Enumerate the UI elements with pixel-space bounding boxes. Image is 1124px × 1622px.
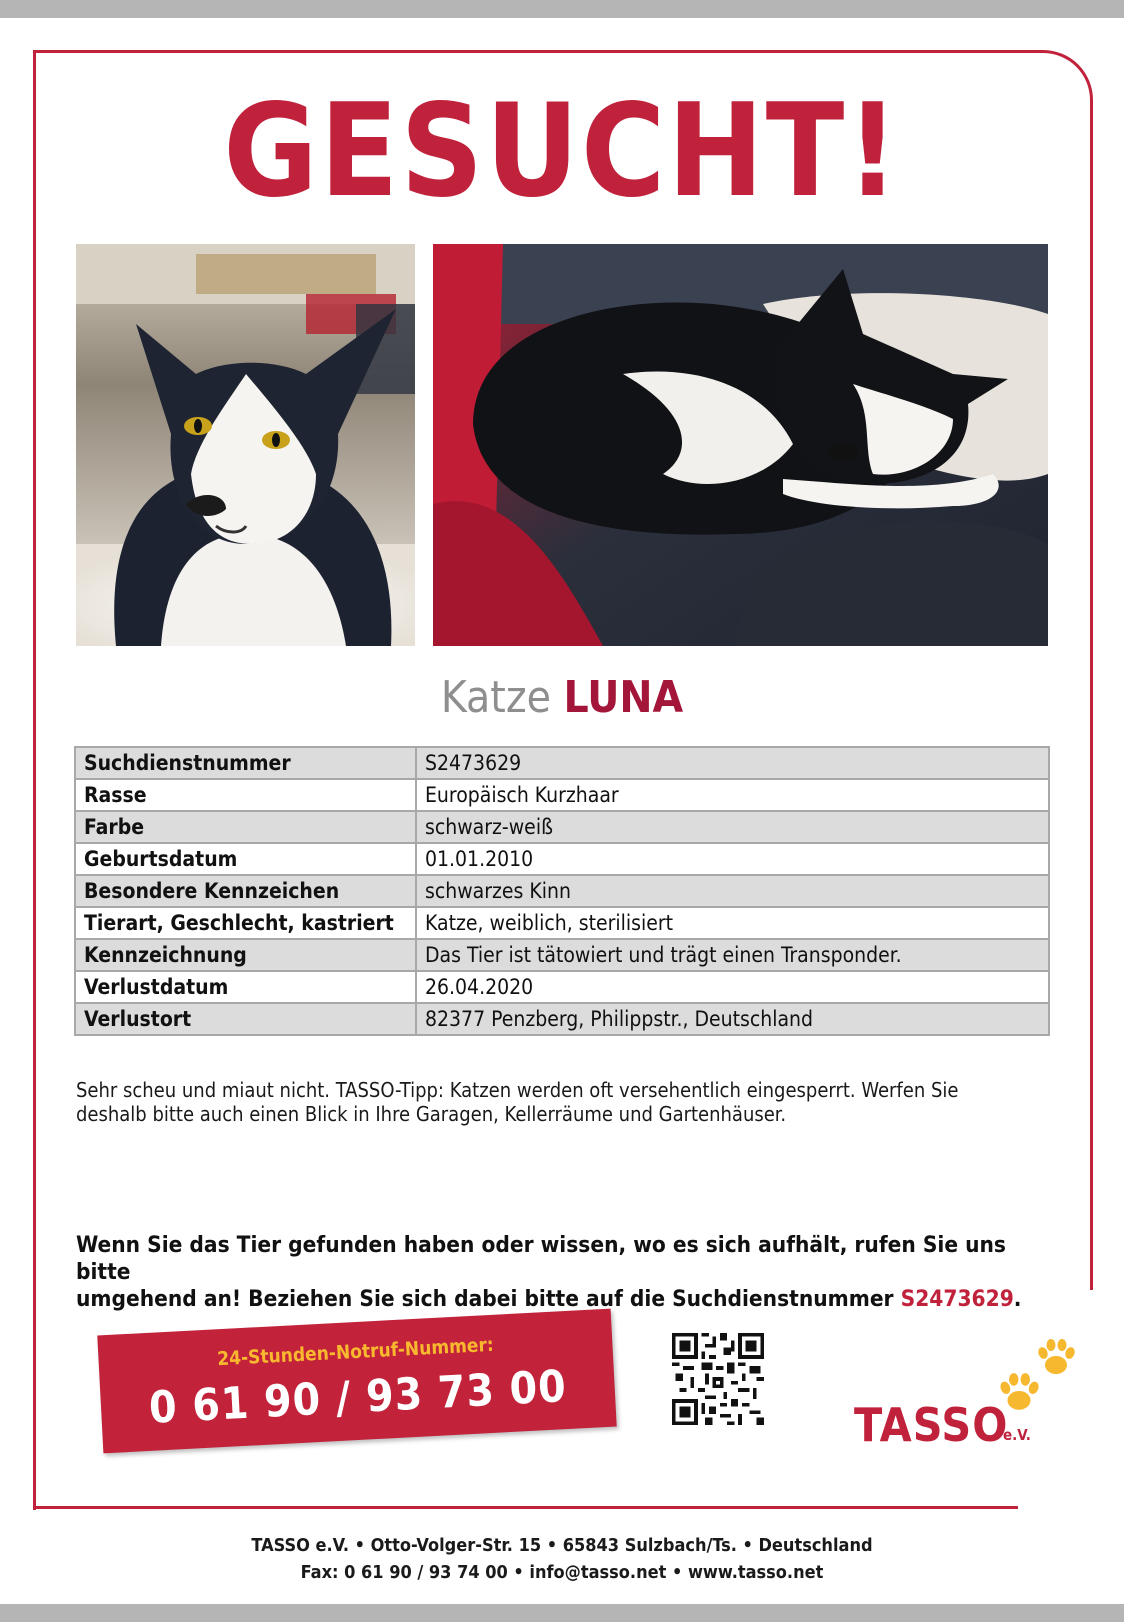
table-row (75, 843, 1049, 875)
qr-code[interactable] (672, 1333, 764, 1425)
fact-label: Verlustort (75, 1003, 416, 1035)
fact-label: Kennzeichnung (75, 939, 416, 971)
footer-address (0, 1532, 1124, 1586)
table-row (75, 971, 1049, 1003)
fact-value: Europäisch Kurzhaar (416, 779, 1049, 811)
appeal-line (76, 1286, 1046, 1313)
table-row (75, 811, 1049, 843)
fact-label: Verlustdatum (75, 971, 416, 1003)
frame-gap (1085, 1290, 1105, 1520)
animal-title (0, 668, 1124, 728)
table-row (75, 1003, 1049, 1035)
fact-value: S2473629 (416, 747, 1049, 779)
fact-label: Rasse (75, 779, 416, 811)
fact-value: Katze, weiblich, sterilisiert (416, 907, 1049, 939)
table-row (75, 939, 1049, 971)
table-row (75, 907, 1049, 939)
tasso-logo: TASSO (854, 1398, 1009, 1452)
appeal-line: Wenn Sie das Tier gefunden haben oder wissen, wo es sich aufhält, rufen Sie uns bitte (76, 1232, 1006, 1285)
appeal-end: . (1013, 1286, 1022, 1312)
contact-appeal (76, 1232, 1046, 1313)
hotline-number[interactable]: 0 61 90 / 93 73 00 (147, 1361, 568, 1434)
footer-line[interactable]: Fax: 0 61 90 / 93 74 00 • info@tasso.net • www.tasso.net (300, 1562, 824, 1583)
poster-frame-bottom-rule (33, 1506, 1018, 1509)
fact-label: Farbe (75, 811, 416, 843)
description-note (76, 1078, 1036, 1126)
fact-value: 82377 Penzberg, Philippstr., Deutschland (416, 1003, 1049, 1035)
fact-label: Suchdienstnummer (75, 747, 416, 779)
fact-label: Besondere Kennzeichen (75, 875, 416, 907)
note-line: deshalb bitte auch einen Blick in Ihre Garagen, Kellerräume und Gartenhäuser. (76, 1102, 787, 1126)
bottom-gray-bar (0, 1604, 1124, 1622)
fact-value: 26.04.2020 (416, 971, 1049, 1003)
fact-label: Geburtsdatum (75, 843, 416, 875)
table-row (75, 779, 1049, 811)
fact-label: Tierart, Geschlecht, kastriert (75, 907, 416, 939)
hotline-label: 24-Stunden-Notruf-Nummer: (216, 1333, 495, 1371)
table-row (75, 747, 1049, 779)
paw-icon (1036, 1336, 1076, 1378)
footer-line: TASSO e.V. • Otto-Volger-Str. 15 • 65843 Sulzbach/Ts. • Deutschland (251, 1535, 873, 1556)
appeal-text: umgehend an! Beziehen Sie sich dabei bitte auf die Suchdienstnummer (76, 1286, 894, 1312)
fact-value: Das Tier ist tätowiert und trägt einen Transponder. (416, 939, 1049, 971)
search-reference-number: S2473629 (900, 1286, 1014, 1312)
note-line: Sehr scheu und miaut nicht. TASSO-Tipp: Katzen werden oft versehentlich eingesperrt. Werfen Sie (76, 1078, 959, 1102)
fact-value: schwarzes Kinn (416, 875, 1049, 907)
headline: GESUCHT! (223, 77, 901, 226)
cat-portrait-photo (76, 244, 415, 646)
tasso-logo-suffix: e.V. (1003, 1426, 1031, 1444)
animal-name: LUNA (563, 672, 684, 723)
cat-sleeping-photo (433, 244, 1048, 646)
fact-value: schwarz-weiß (416, 811, 1049, 843)
fact-value: 01.01.2010 (416, 843, 1049, 875)
top-gray-bar (0, 0, 1124, 18)
animal-species: Katze (440, 672, 551, 723)
table-row (75, 875, 1049, 907)
facts-table (74, 746, 1050, 1036)
